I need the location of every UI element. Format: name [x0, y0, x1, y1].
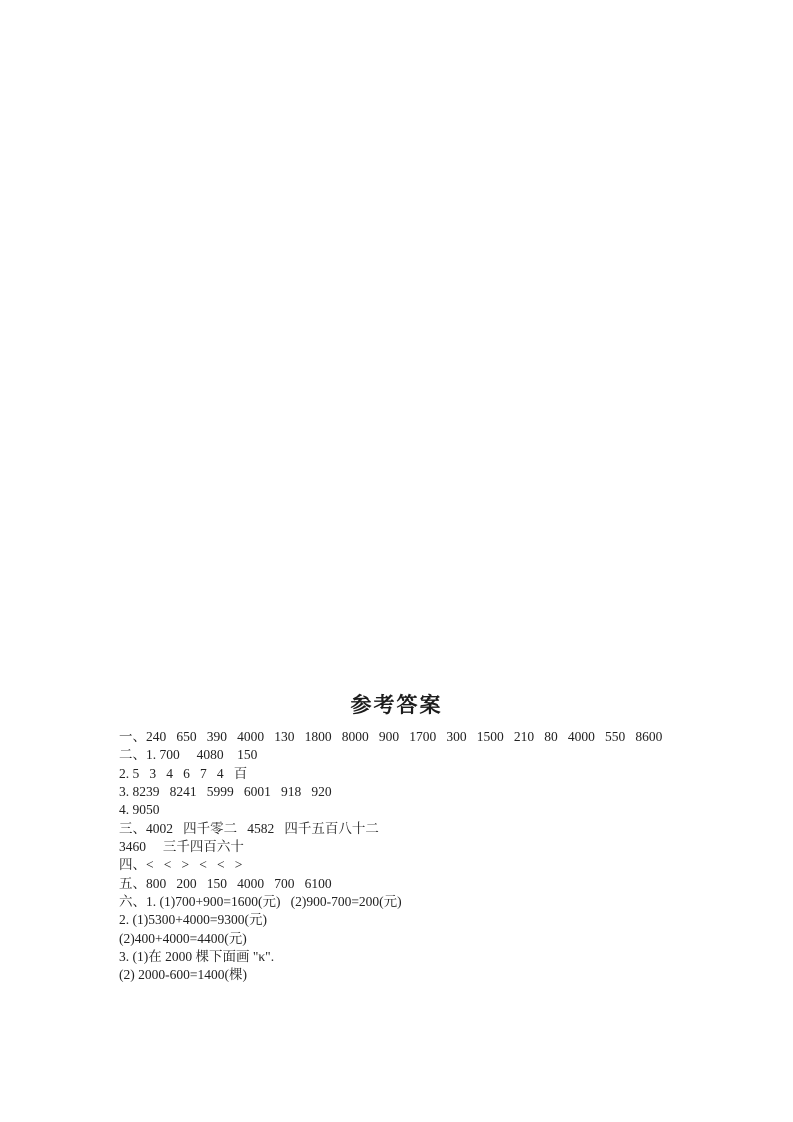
answer-line-section2-q3: 3. 8239 8241 5999 6001 918 920 — [119, 784, 332, 800]
answer-line-section6-q2a: 2. (1)5300+4000=9300(元) — [119, 912, 267, 928]
answer-lines — [119, 728, 719, 985]
answer-line-section3: 三、4002 四千零二 4582 四千五百八十二 — [119, 820, 379, 836]
answer-line-section4: 四、< < > < < > — [119, 857, 243, 873]
answer-line-section6-q3b: (2) 2000-600=1400(棵) — [119, 967, 247, 983]
answer-line-section6-q3a: 3. (1)在 2000 棵下面画 "κ". — [119, 949, 275, 965]
answer-line-section2-q4: 4. 9050 — [119, 802, 160, 818]
answer-line-section6-q1: 六、1. (1)700+900=1600(元) (2)900-700=200(元) — [119, 894, 402, 910]
page-title: 参考答案 — [350, 693, 443, 717]
answer-line-section6-q2b: (2)400+4000=4400(元) — [119, 930, 247, 946]
answer-line-section2-q2: 2. 5 3 4 6 7 4 百 — [119, 765, 248, 781]
answer-line-section1: 一、240 650 390 4000 130 1800 8000 900 1700 300 1500 210 80 4000 550 8600 — [119, 729, 663, 744]
answer-line-section5: 五、800 200 150 4000 700 6100 — [119, 875, 332, 891]
answer-line-section2-q1: 二、1. 700 4080 150 — [119, 747, 258, 763]
answer-line-section3-cont: 3460 三千四百六十 — [119, 839, 244, 855]
